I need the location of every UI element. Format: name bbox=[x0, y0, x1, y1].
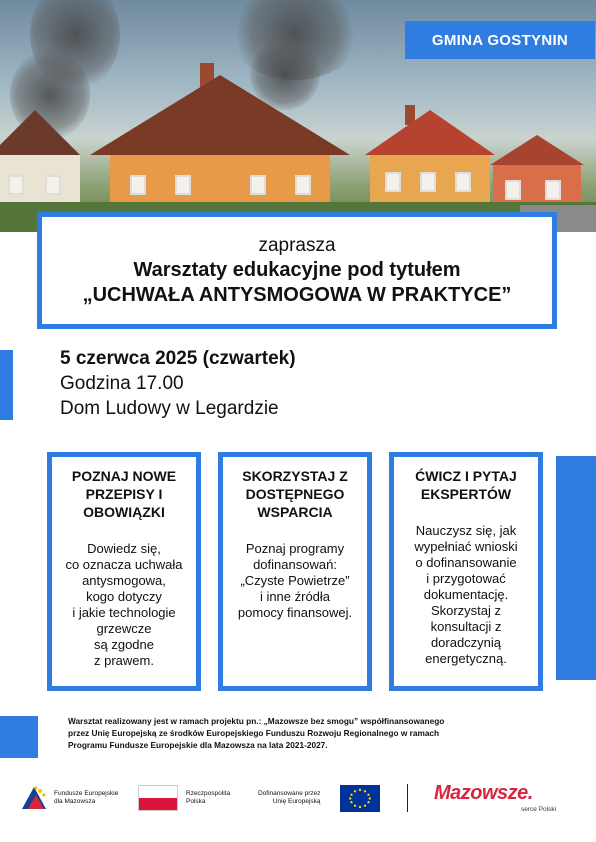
card-title-line: EKSPERTÓW bbox=[420, 486, 512, 502]
card-text bbox=[229, 541, 361, 621]
card-text bbox=[400, 523, 532, 667]
funding-footnote bbox=[68, 715, 568, 751]
right-accent-bar bbox=[556, 456, 596, 680]
card-title bbox=[58, 467, 190, 521]
card-text-line: i przygotować bbox=[426, 571, 506, 586]
card-experts bbox=[389, 452, 543, 691]
card-learn-regulations bbox=[47, 452, 201, 691]
event-date: 5 czerwca 2025 (czwartek) bbox=[60, 348, 296, 369]
card-text-line: kogo dotyczy bbox=[86, 589, 162, 604]
card-text-line: z prawem. bbox=[94, 653, 154, 668]
card-text-line: antysmogowa, bbox=[82, 573, 166, 588]
card-text-line: „Czyste Powietrze” bbox=[240, 573, 350, 588]
card-title bbox=[229, 467, 361, 521]
municipality-badge: GMINA GOSTYNIN bbox=[405, 21, 595, 59]
card-title-line: ĆWICZ I PYTAJ bbox=[415, 468, 517, 484]
rp-logo-text bbox=[186, 790, 230, 806]
card-text-line: grzewcze bbox=[96, 621, 152, 636]
card-text-line: energetyczną. bbox=[425, 651, 507, 666]
card-text-line: dofinansowań: bbox=[253, 557, 337, 572]
card-title-line: WSPARCIA bbox=[257, 504, 333, 520]
event-place: Dom Ludowy w Legardzie bbox=[60, 398, 279, 419]
card-title bbox=[400, 467, 532, 503]
event-details bbox=[60, 347, 296, 421]
card-text-line: i inne źródła bbox=[259, 589, 331, 604]
rp-logo-line: Polska bbox=[186, 798, 206, 805]
polish-flag-icon bbox=[138, 785, 178, 811]
card-text-line: Skorzystaj z bbox=[430, 603, 502, 618]
footnote-line: Warsztat realizowany jest w ramach projektu pn.: „Mazowsze bez smogu” współfinansowanego bbox=[68, 716, 445, 726]
left-accent-bar-bottom bbox=[0, 716, 38, 758]
card-title-line: OBOWIĄZKI bbox=[83, 504, 165, 520]
eu-flag-icon bbox=[340, 785, 380, 812]
fe-logo-line: dla Mazowsza bbox=[54, 798, 96, 805]
left-accent-bar-top bbox=[0, 350, 13, 420]
card-text-line: wypełniać wnioski bbox=[414, 539, 518, 554]
card-text-line: Nauczysz się, jak bbox=[415, 523, 517, 538]
ue-logo-line: Dofinansowane przez bbox=[258, 790, 321, 797]
card-text-line: pomocy finansowej. bbox=[237, 605, 353, 620]
fe-logo-line: Fundusze Europejskie bbox=[54, 790, 119, 797]
card-text bbox=[58, 541, 190, 669]
logo-strip bbox=[0, 778, 596, 818]
ue-logo-line: Unię Europejską bbox=[272, 798, 321, 805]
card-text-line: są zgodne bbox=[94, 637, 154, 652]
invite-text: zaprasza bbox=[258, 234, 336, 256]
card-text-line: konsultacji z bbox=[430, 619, 502, 634]
ue-logo-text bbox=[258, 790, 321, 806]
card-title-line: DOSTĘPNEGO bbox=[245, 486, 345, 502]
footnote-line: przez Unię Europejską ze środków Europejskiego Funduszu Rozwoju Regionalnego w ramach bbox=[68, 728, 440, 738]
card-support bbox=[218, 452, 372, 691]
card-text-line: o dofinansowanie bbox=[415, 555, 517, 570]
card-title-line: POZNAJ NOWE bbox=[71, 468, 177, 484]
mazowsze-tagline: serce Polski bbox=[521, 806, 557, 813]
mazowsze-logo: Mazowsze. bbox=[434, 782, 533, 804]
card-text-line: co oznacza uchwała bbox=[65, 557, 183, 572]
card-text-line: Dowiedz się, bbox=[87, 541, 161, 556]
eu-funds-icon bbox=[20, 783, 50, 811]
rp-logo-line: Rzeczpospolita bbox=[186, 790, 231, 797]
card-text-line: i jakie technologie bbox=[72, 605, 176, 620]
event-time: Godzina 17.00 bbox=[60, 373, 184, 394]
logo-divider bbox=[407, 784, 408, 812]
fe-logo-text bbox=[54, 790, 118, 806]
card-text-line: doradczynią bbox=[430, 635, 502, 650]
card-title-line: PRZEPISY I bbox=[85, 486, 163, 502]
card-text-line: Poznaj programy bbox=[245, 541, 345, 556]
title-box bbox=[37, 212, 557, 329]
workshop-subtitle: „UCHWAŁA ANTYSMOGOWA W PRAKTYCE” bbox=[82, 283, 512, 306]
card-title-line: SKORZYSTAJ Z bbox=[242, 468, 348, 484]
footnote-line: Programu Fundusze Europejskie dla Mazowsza na lata 2021-2027. bbox=[68, 740, 328, 750]
card-text-line: dokumentację. bbox=[423, 587, 509, 602]
workshop-title: Warsztaty edukacyjne pod tytułem bbox=[133, 258, 461, 281]
